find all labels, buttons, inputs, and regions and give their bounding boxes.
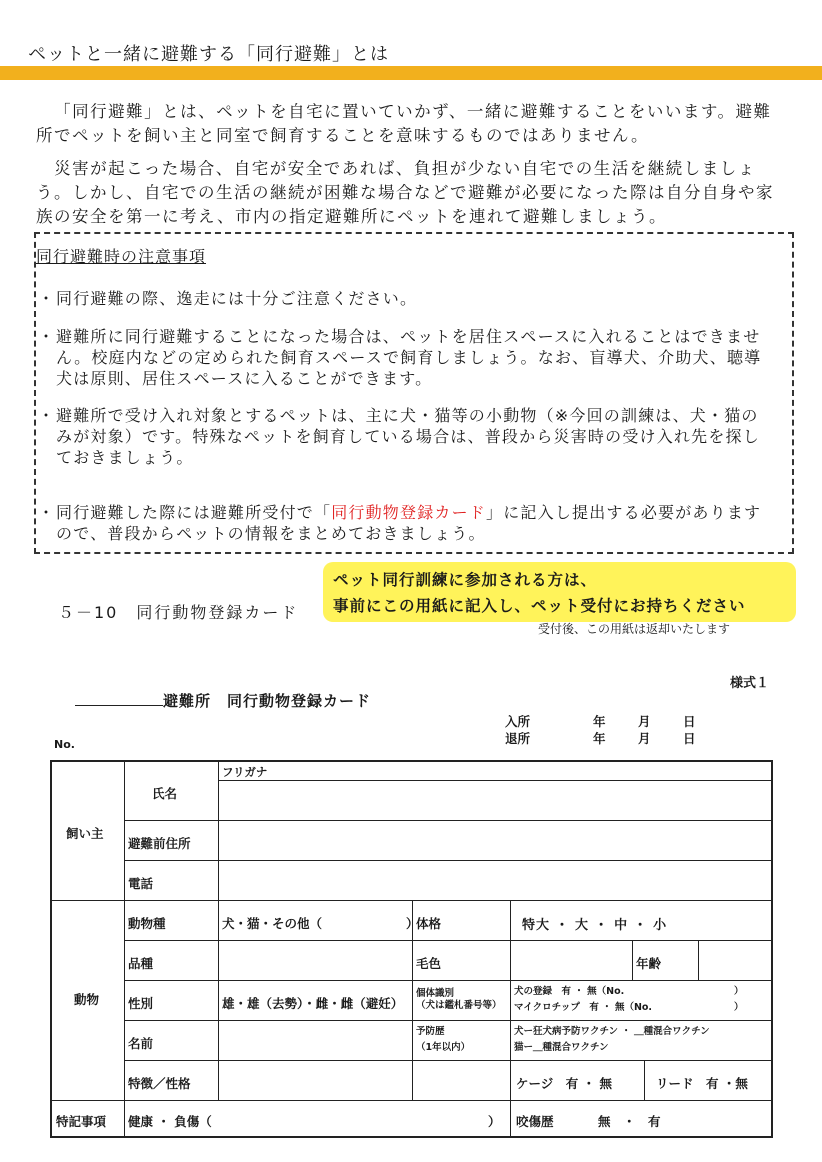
entry-label: 入所 xyxy=(505,714,531,729)
divider xyxy=(218,780,773,781)
id-label-1: 個体識別 xyxy=(416,988,455,999)
phone-label: 電話 xyxy=(128,876,154,891)
owner-header: 飼い主 xyxy=(66,826,104,841)
sex-options[interactable]: 雄・雄（去勢）・雌・雌（避妊） xyxy=(222,996,404,1011)
shelter-name-blank[interactable] xyxy=(75,692,163,706)
note-text xyxy=(56,502,771,544)
features-label: 特徴／性格 xyxy=(128,1076,191,1091)
remarks-header: 特記事項 xyxy=(56,1114,107,1129)
bullet-icon: ・ xyxy=(38,406,56,425)
divider xyxy=(698,940,699,980)
bullet-icon: ・ xyxy=(38,327,56,346)
divider xyxy=(124,1020,773,1021)
furigana-label: フリガナ xyxy=(222,765,268,779)
day-label: 日 xyxy=(683,731,696,746)
paren-close: ） xyxy=(734,1002,744,1013)
health-options[interactable]: 健康 ・ 負傷（ xyxy=(128,1114,212,1129)
callout-banner xyxy=(323,562,796,622)
size-options[interactable]: 特大 ・ 大 ・ 中 ・ 小 xyxy=(522,918,668,933)
divider xyxy=(510,900,511,1100)
registration-card-highlight: 同行動物登録カード xyxy=(331,503,487,522)
vaccine-cat[interactable]: 猫ー＿種混合ワクチン xyxy=(514,1042,609,1053)
divider xyxy=(52,900,773,901)
divider xyxy=(124,940,773,941)
note-text: 避難所で受け入れ対象とするペットは、主に犬・猫等の小動物（※今回の訓練は、犬・猫のみが対象）です。特殊なペットを飼育している場合は、普段から災害時の受け入れ先を探しておきましょう。 xyxy=(56,406,760,467)
exit-label: 退所 xyxy=(505,731,531,746)
cage-option[interactable]: ケージ 有 ・ 無 xyxy=(516,1076,612,1091)
intro-paragraph-1: 「同行避難」とは、ペットを自宅に置いていかず、一緒に避難することをいいます。避難所でペットを飼い主と同室で飼育することを意味するものではありません。 xyxy=(36,102,772,145)
month-label: 月 xyxy=(638,731,651,746)
callout-line-1: ペット同行訓練に参加される方は、 xyxy=(333,571,598,589)
lead-option[interactable]: リード 有 ・無 xyxy=(656,1076,748,1091)
name-label: 氏名 xyxy=(152,786,178,801)
note-text: 同行避難の際、逸走には十分ご注意ください。 xyxy=(56,289,418,308)
header-accent-bar xyxy=(0,66,822,80)
breed-label: 品種 xyxy=(128,956,154,971)
notes-title: 同行避難時の注意事項 xyxy=(36,247,207,266)
intro-paragraph-2: 災害が起こった場合、自宅が安全であれば、負担が少ない自宅での生活を継続しましょう。しかし、自宅での生活の継続が困難な場合などで避難が必要になった際は自分自身や家族の安全を第一に考え、市内の指定避難所にペットを連れて避難しましょう。 xyxy=(36,159,774,226)
year-label: 年 xyxy=(593,714,606,729)
vaccine-label-1: 予防歴 xyxy=(416,1026,445,1037)
day-label: 日 xyxy=(683,714,696,729)
vaccine-label-2: （1年以内） xyxy=(416,1042,471,1053)
bite-history-options[interactable]: 無 ・ 有 xyxy=(598,1114,661,1129)
pet-name-label: 名前 xyxy=(128,1036,154,1051)
form-title xyxy=(75,690,371,711)
form-style-label: 様式１ xyxy=(730,676,770,691)
registration-form xyxy=(50,760,773,1138)
sex-label: 性別 xyxy=(128,996,154,1011)
species-options[interactable]: 犬・猫・その他（ xyxy=(222,916,323,931)
divider xyxy=(218,762,219,1100)
id-label-2: （犬は鑑札番号等） xyxy=(416,1000,502,1011)
age-label: 年齢 xyxy=(636,956,662,971)
size-label: 体格 xyxy=(416,916,442,931)
vaccine-dog[interactable]: 犬ー狂犬病予防ワクチン ・ ＿種混合ワクチン xyxy=(514,1026,710,1037)
month-label: 月 xyxy=(638,714,651,729)
divider xyxy=(510,1100,511,1138)
divider xyxy=(124,762,125,1138)
species-label: 動物種 xyxy=(128,916,166,931)
divider xyxy=(124,860,773,861)
note-item xyxy=(38,326,771,389)
address-label: 避難前住所 xyxy=(128,836,191,851)
health-close: ） xyxy=(488,1114,501,1129)
year-label: 年 xyxy=(593,731,606,746)
fur-color-label: 毛色 xyxy=(416,956,442,971)
return-note: 受付後、この用紙は返却いたします xyxy=(538,622,731,636)
note-item xyxy=(38,405,771,468)
dog-registration[interactable]: 犬の登録 有 ・ 無（No. xyxy=(514,986,625,997)
divider xyxy=(124,820,773,821)
note-item xyxy=(38,288,771,309)
species-close: ） xyxy=(406,916,419,931)
divider xyxy=(632,940,633,980)
divider xyxy=(52,1100,773,1101)
section-title: ５－10 同行動物登録カード xyxy=(58,603,299,622)
bullet-icon: ・ xyxy=(38,289,56,308)
microchip[interactable]: マイクロチップ 有 ・ 無（No. xyxy=(514,1002,653,1013)
page-title: ペットと一緒に避難する「同行避難」とは xyxy=(28,44,389,65)
callout-line-2: 事前にこの用紙に記入し、ペット受付にお持ちください xyxy=(333,597,746,615)
note-text: 避難所に同行避難することになった場合は、ペットを居住スペースに入れることはできません。校庭内などの定められた飼育スペースで飼育しましょう。なお、盲導犬、介助犬、聴導犬は原則、居住スペースに入ることができます。 xyxy=(56,327,762,388)
number-label: No. xyxy=(54,738,75,751)
bullet-icon: ・ xyxy=(38,503,56,522)
divider xyxy=(124,980,773,981)
form-title-text: 避難所 同行動物登録カード xyxy=(163,692,372,710)
note-text-before: 同行避難した際には避難所受付で「 xyxy=(56,503,332,522)
divider xyxy=(644,1060,645,1100)
notes-box xyxy=(34,232,794,554)
note-item xyxy=(38,502,771,544)
paren-close: ） xyxy=(734,986,744,997)
note-text-after: 」に記入し提出する必要がありますので、普段からペットの情報をまとめておきましょう。 xyxy=(56,503,762,543)
animal-header: 動物 xyxy=(74,992,100,1007)
bite-history-label: 咬傷歴 xyxy=(516,1114,554,1129)
divider xyxy=(124,1060,773,1061)
